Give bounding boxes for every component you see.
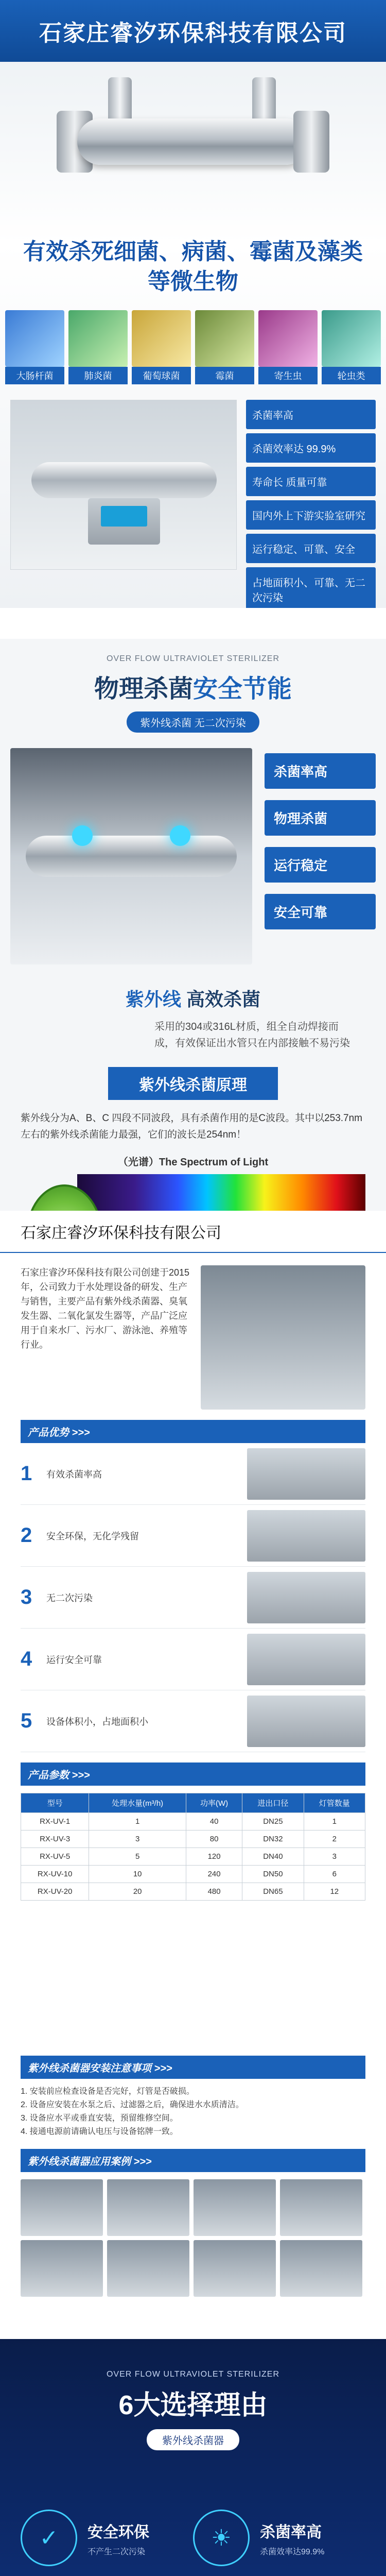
installation-section <box>0 2056 386 2339</box>
install-note: 4. 接通电源前请确认电压与设备铭牌一致。 <box>21 2127 178 2136</box>
advantage-text: 运行安全可靠 <box>46 1654 102 1665</box>
reasons-section <box>0 2339 386 2576</box>
en-subtitle: OVER FLOW ULTRAVIOLET STERILIZER <box>106 2370 280 2379</box>
sterilizer-photo <box>10 748 252 964</box>
table-cell: 20 <box>89 1883 186 1901</box>
shield-icon: ✓ <box>21 2510 77 2566</box>
install-note: 3. 设备应水平或垂直安装，预留维修空间。 <box>21 2114 178 2123</box>
table-cell: 10 <box>89 1866 186 1883</box>
physical-sterilization-section <box>0 608 386 1211</box>
advantages-header: 产品优势 >>> <box>21 1420 365 1443</box>
table-cell: 40 <box>186 1813 242 1831</box>
spectrum-title: （光谱）The Spectrum of Light <box>117 1157 269 1168</box>
table-cell: 6 <box>304 1866 365 1883</box>
advantage-text: 有效杀菌率高 <box>46 1469 102 1480</box>
thumb-item <box>5 310 64 384</box>
tag-item: 安全可靠 <box>265 894 376 929</box>
product-photo <box>10 400 237 570</box>
table-cell: RX-UV-20 <box>21 1883 89 1901</box>
advantage-row <box>21 1443 365 1505</box>
reasons-grid <box>0 2450 386 2576</box>
reason-desc: 不产生二次污染 <box>87 2547 146 2556</box>
company-intro <box>0 1253 386 1410</box>
table-cell: 3 <box>304 1848 365 1866</box>
table-cell: RX-UV-1 <box>21 1813 89 1831</box>
table-cell: RX-UV-5 <box>21 1848 89 1866</box>
en-subtitle: OVER FLOW ULTRAVIOLET STERILIZER <box>106 654 280 663</box>
uv-icon: ☀ <box>193 2510 250 2566</box>
case-photo <box>21 2179 103 2236</box>
thumb-caption: 轮虫类 <box>322 367 381 384</box>
advantage-row <box>21 1690 365 1752</box>
thumb-image <box>5 310 64 367</box>
cases-header: 紫外线杀菌器应用案例 >>> <box>21 2149 365 2172</box>
advantage-text: 无二次污染 <box>46 1592 93 1603</box>
photo-tube <box>31 462 217 498</box>
table-cell: DN50 <box>242 1866 304 1883</box>
feature-item: 杀菌率高 <box>246 400 376 429</box>
table-cell: DN25 <box>242 1813 304 1831</box>
reason-item <box>193 2481 365 2576</box>
thumb-image <box>258 310 318 367</box>
feature-item: 占地面积小、可靠、无二次污染 <box>246 567 376 612</box>
advantage-number: 3 <box>21 1586 32 1608</box>
section-header <box>0 639 386 733</box>
thumb-caption: 霉菌 <box>195 367 254 384</box>
case-photo <box>280 2179 362 2236</box>
table-cell: DN65 <box>242 1883 304 1901</box>
reasons-title: 6大选择理由 <box>118 2391 268 2420</box>
product-image <box>0 62 386 232</box>
case-gallery <box>21 2179 365 2297</box>
control-screen <box>101 506 147 527</box>
detail-block <box>0 400 386 616</box>
company-name: 石家庄睿汐环保科技有限公司 <box>0 1211 386 1253</box>
uv-principle-banner: 紫外线杀菌原理 <box>108 1067 278 1100</box>
title-part-a: 物理杀菌 <box>94 675 193 703</box>
uv-title <box>0 985 386 1011</box>
thumb-item <box>322 310 381 384</box>
company-section <box>0 1211 386 2045</box>
table-cell: 120 <box>186 1848 242 1866</box>
reason-item <box>21 2481 193 2576</box>
uv-description: 采用的304或316L材质，组全自动焊接而成，有效保证出水管只在内部接触不易污染 <box>154 1021 350 1049</box>
advantage-number: 1 <box>21 1462 32 1485</box>
advantage-image <box>247 1696 365 1747</box>
flange-right <box>293 111 329 173</box>
brand-bar <box>0 0 386 62</box>
pipe-outlet <box>252 77 276 124</box>
uv-title-a: 紫外线 <box>125 989 181 1010</box>
thumb-image <box>195 310 254 367</box>
tag-item: 杀菌率高 <box>265 753 376 789</box>
table-cell: DN32 <box>242 1831 304 1848</box>
table-cell: 12 <box>304 1883 365 1901</box>
section-gap <box>0 608 386 639</box>
table-header-cell: 型号 <box>21 1793 89 1813</box>
advantage-row <box>21 1629 365 1690</box>
table-cell: 240 <box>186 1866 242 1883</box>
thumb-image <box>132 310 191 367</box>
install-note: 1. 安装前应检查设备是否完好，灯管是否破损。 <box>21 2087 195 2096</box>
feature-item: 国内外上下游实验室研究 <box>246 500 376 530</box>
case-photo <box>194 2240 276 2297</box>
sterilizer-showcase <box>0 733 386 964</box>
install-notes <box>21 2085 365 2139</box>
thumb-caption: 葡萄球菌 <box>132 367 191 384</box>
thumb-caption: 肺炎菌 <box>68 367 128 384</box>
thumb-image <box>68 310 128 367</box>
advantage-number: 2 <box>21 1524 32 1547</box>
table-cell: 3 <box>89 1831 186 1848</box>
table-row <box>21 1831 365 1848</box>
params-header: 产品参数 >>> <box>21 1762 365 1786</box>
install-header: 紫外线杀菌器安装注意事项 >>> <box>21 2056 365 2079</box>
case-photo <box>280 2240 362 2297</box>
table-cell: 2 <box>304 1831 365 1848</box>
reasons-header <box>0 2339 386 2450</box>
advantage-number: 5 <box>21 1709 32 1732</box>
table-header-cell: 处理水量(m³/h) <box>89 1793 186 1813</box>
table-row <box>21 1866 365 1883</box>
thumb-caption: 大肠杆菌 <box>5 367 64 384</box>
table-cell: 1 <box>304 1813 365 1831</box>
advantage-row <box>21 1505 365 1567</box>
factory-photo <box>201 1265 365 1410</box>
slogan: 有效杀死细菌、病菌、霉菌及藻类等微生物 <box>23 239 363 294</box>
advantage-text: 安全环保，无化学残留 <box>46 1531 139 1541</box>
brand-title: 石家庄睿汐环保科技有限公司 <box>39 21 347 46</box>
case-photo <box>107 2240 189 2297</box>
reason-title: 杀菌率高 <box>260 2523 322 2541</box>
table-row <box>21 1848 365 1866</box>
thumb-caption: 寄生虫 <box>258 367 318 384</box>
advantage-image <box>247 1572 365 1623</box>
microbe-thumbs <box>0 310 386 384</box>
table-cell: 480 <box>186 1883 242 1901</box>
params-table <box>21 1793 365 1901</box>
reason-title: 安全环保 <box>87 2523 149 2541</box>
table-cell: 1 <box>89 1813 186 1831</box>
table-cell: RX-UV-10 <box>21 1866 89 1883</box>
photo-tube <box>26 836 237 877</box>
advantage-image <box>247 1448 365 1500</box>
uv-glow-icon <box>170 825 190 846</box>
title-part-b: 安全节能 <box>193 675 292 703</box>
section-title <box>0 669 386 704</box>
table-row <box>21 1813 365 1831</box>
table-header-cell: 进出口径 <box>242 1793 304 1813</box>
feature-item: 杀菌效率达 99.9% <box>246 433 376 463</box>
pipe-inlet <box>108 77 132 124</box>
install-note: 2. 设备应安装在水泵之后、过滤器之后，确保进水水质清洁。 <box>21 2100 244 2109</box>
thumb-item <box>195 310 254 384</box>
table-header-row <box>21 1793 365 1813</box>
table-cell: 5 <box>89 1848 186 1866</box>
case-photo <box>194 2179 276 2236</box>
uv-glow-icon <box>72 825 93 846</box>
feature-item: 寿命长 质量可靠 <box>246 467 376 496</box>
table-row <box>21 1883 365 1901</box>
table-cell: 80 <box>186 1831 242 1848</box>
table-cell: DN40 <box>242 1848 304 1866</box>
tag-item: 物理杀菌 <box>265 800 376 836</box>
advantage-row <box>21 1567 365 1629</box>
tag-list <box>265 748 376 964</box>
uv-principle-text: 紫外线分为A、B、C 四段不同波段，具有杀菌作用的是C波段。其中以253.7nm左右的紫外线杀菌能力最强，它们的波长是254nm！ <box>21 1113 363 1140</box>
advantage-image <box>247 1510 365 1562</box>
reason-desc: 杀菌效率达99.9% <box>260 2547 325 2556</box>
table-header-cell: 功率(W) <box>186 1793 242 1813</box>
hero-section <box>0 0 386 608</box>
table-header-cell: 灯管数量 <box>304 1793 365 1813</box>
case-photo <box>107 2179 189 2236</box>
case-photo <box>21 2240 103 2297</box>
table-cell: RX-UV-3 <box>21 1831 89 1848</box>
thumb-item <box>132 310 191 384</box>
advantage-text: 设备体积小，占地面积小 <box>46 1716 148 1727</box>
advantage-number: 4 <box>21 1648 32 1670</box>
feature-list <box>246 400 376 616</box>
thumb-item <box>258 310 318 384</box>
thumb-item <box>68 310 128 384</box>
sterilizer-tube <box>77 118 309 165</box>
uv-title-b: 高效杀菌 <box>181 989 261 1010</box>
intro-text: 石家庄睿汐环保科技有限公司创建于2015年，公司致力于水处理设备的研发、生产与销售，主要产品有紫外线杀菌器、臭氧发生器、二氧化氯发生器等，产品广泛应用于自来水厂、污水厂、游泳池、养殖等行业。 <box>21 1267 190 1350</box>
reasons-pill: 紫外线杀菌器 <box>147 2429 239 2450</box>
tag-item: 运行稳定 <box>265 847 376 883</box>
thumb-image <box>322 310 381 367</box>
section-pill: 紫外线杀菌 无二次污染 <box>127 711 259 733</box>
feature-item: 运行稳定、可靠、安全 <box>246 534 376 563</box>
advantage-image <box>247 1634 365 1685</box>
